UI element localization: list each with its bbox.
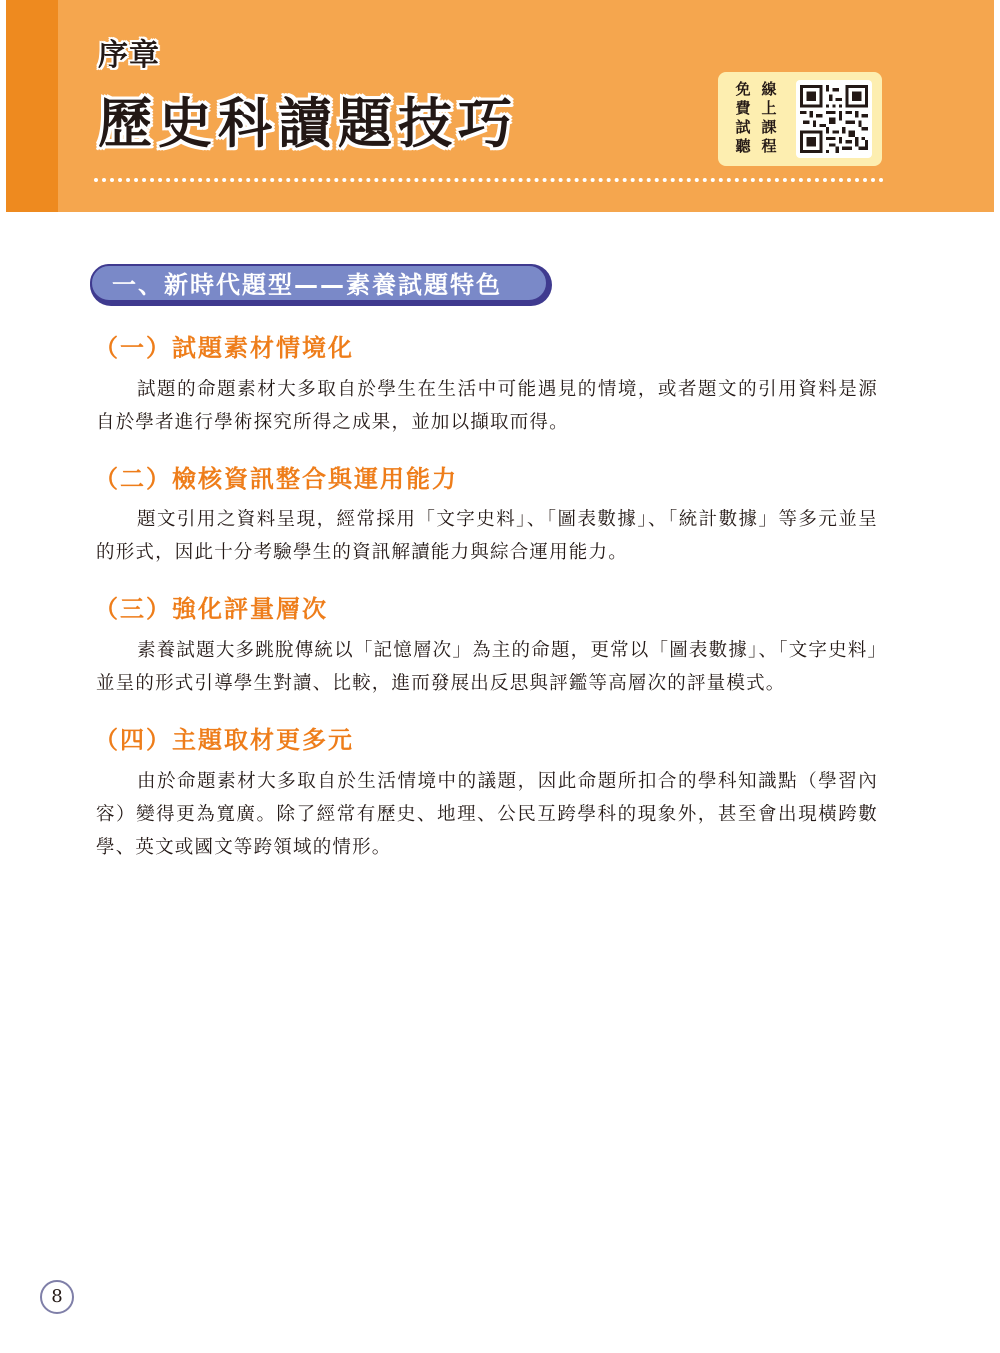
section-title: 一、新時代題型——素養試題特色: [112, 271, 502, 299]
promo-char: 試: [735, 118, 751, 136]
page-number: 8: [40, 1280, 74, 1314]
item-heading: （二）檢核資訊整合與運用能力: [94, 465, 458, 493]
promo-char: 課: [761, 118, 777, 136]
item-paragraph: 題文引用之資料呈現，經常採用「文字史料」、「圖表數據」、「統計數據」等多元並呈的形式，因此十分考驗學生的資訊解讀能力與綜合運用能力。: [96, 509, 878, 563]
item-heading: （一）試題素材情境化: [94, 334, 354, 362]
section-banner-fill: [90, 264, 548, 302]
item-paragraph: 試題的命題素材大多取自於學生在生活中可能遇見的情境，或者題文的引用資料是源自於學者進行學術探究所得之成果，並加以擷取而得。: [96, 379, 878, 433]
promo-char: 上: [761, 99, 777, 117]
promo-char: 程: [761, 137, 777, 155]
chapter-label: 序章: [98, 38, 160, 73]
promo-char: 線: [761, 80, 777, 98]
promo-char: 費: [735, 99, 751, 117]
promo-char: 免: [735, 80, 751, 98]
promo-label: [732, 80, 784, 158]
free-trial-promo[interactable]: [718, 72, 882, 166]
page-title: 歷史科讀題技巧: [98, 92, 518, 155]
item-paragraph: 由於命題素材大多取自於生活情境中的議題，因此命題所扣合的學科知識點（學習內容）變得更為寬廣。除了經常有歷史、地理、公民互跨學科的現象外，甚至會出現橫跨數學、英文或國文等跨領域的情形。: [96, 771, 878, 858]
header-side-stripe: [6, 0, 58, 212]
item-paragraph: 素養試題大多跳脫傳統以「記憶層次」為主的命題，更常以「圖表數據」、「文字史料」並呈的形式引導學生對讀、比較，進而發展出反思與評鑑等高層次的評量模式。: [96, 640, 878, 694]
header-divider: [94, 178, 884, 182]
item-heading: （三）強化評量層次: [94, 595, 328, 623]
qr-code-icon[interactable]: [796, 80, 872, 158]
item-heading: （四）主題取材更多元: [94, 726, 354, 754]
promo-char: 聽: [735, 137, 751, 155]
section-banner: [90, 264, 552, 306]
chapter-header: [6, 0, 994, 212]
